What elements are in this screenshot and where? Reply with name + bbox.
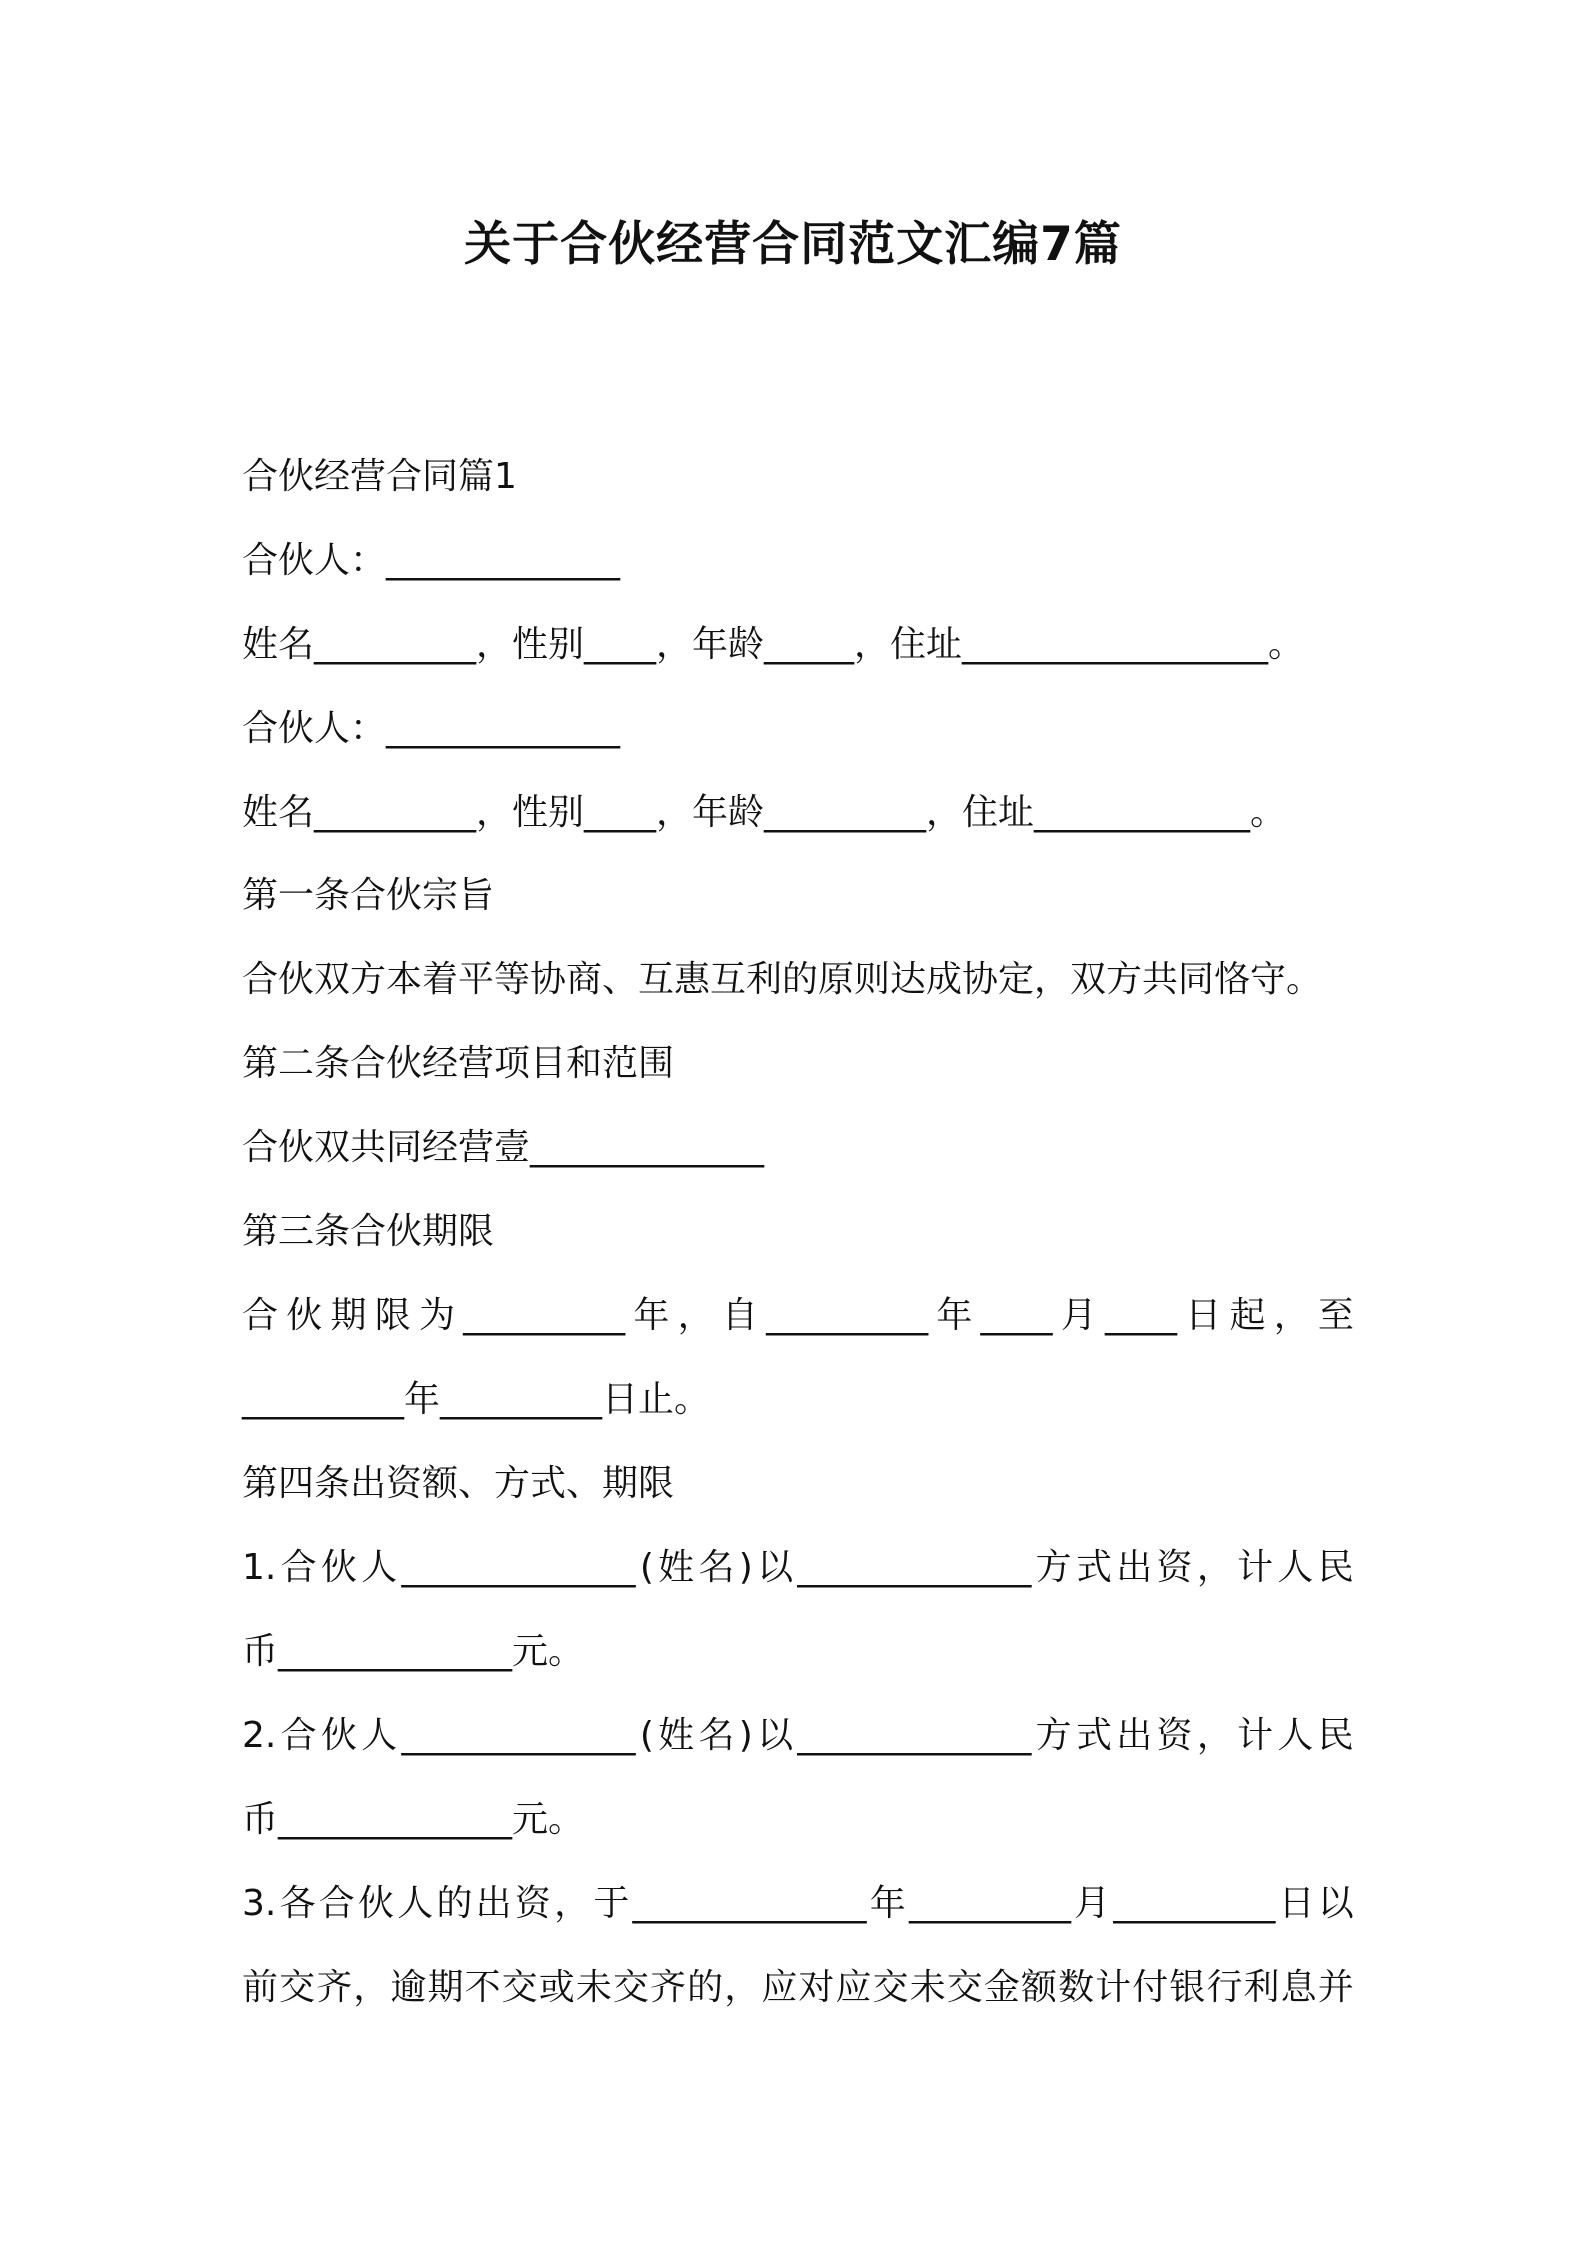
partner-a-details: 姓名_________，性别____，年龄_____，住址_________________。 bbox=[242, 624, 1305, 665]
text-run: 姓 bbox=[658, 1547, 695, 1588]
text-run: 的 bbox=[436, 1883, 473, 1924]
text-run: 出 bbox=[475, 1883, 512, 1924]
text-run: 至 bbox=[1317, 1295, 1354, 1336]
text-run: 伙 bbox=[286, 1295, 323, 1336]
text-run: 应 bbox=[835, 1967, 872, 2008]
text-run: ____ bbox=[1105, 1295, 1177, 1336]
text-run: 合 bbox=[242, 1295, 279, 1336]
article-1-text: 合伙双方本着平等协商、互惠互利的原则达成协定，双方共同恪守。 bbox=[242, 959, 1323, 1000]
text-run: 利 bbox=[1243, 1967, 1280, 2008]
text-run: 合 bbox=[318, 1883, 355, 1924]
text-run: 于 bbox=[593, 1883, 630, 1924]
text-run: 付 bbox=[1132, 1967, 1169, 2008]
text-run: 日 bbox=[1278, 1883, 1315, 1924]
text-run: 计 bbox=[1237, 1547, 1274, 1588]
text-run: 式 bbox=[1075, 1547, 1112, 1588]
article-4-item-3-line-1 bbox=[242, 1880, 1354, 1928]
text-run: ， bbox=[677, 1295, 714, 1336]
text-run: 行 bbox=[1206, 1967, 1243, 2008]
text-run: 人 bbox=[1277, 1547, 1314, 1588]
text-run: 人 bbox=[361, 1715, 398, 1756]
text-run: 日 bbox=[1185, 1295, 1222, 1336]
text-run: 不 bbox=[464, 1967, 501, 2008]
text-run: ， bbox=[724, 1967, 761, 2008]
text-run: 人 bbox=[361, 1547, 398, 1588]
text-run: 起 bbox=[1229, 1295, 1266, 1336]
text-run: 合 bbox=[280, 1547, 317, 1588]
text-run: ) bbox=[738, 1547, 753, 1588]
text-run: 伙 bbox=[320, 1547, 357, 1588]
text-run: _____________ bbox=[797, 1547, 1032, 1588]
text-run: 交 bbox=[612, 1967, 649, 2008]
text-run: 各 bbox=[279, 1883, 316, 1924]
text-run: 年 bbox=[936, 1295, 973, 1336]
text-run: 交 bbox=[872, 1967, 909, 2008]
text-run: ， bbox=[1196, 1715, 1233, 1756]
text-run: _________ bbox=[1113, 1883, 1276, 1924]
text-run: _____________ bbox=[797, 1715, 1032, 1756]
text-run: 的 bbox=[687, 1967, 724, 2008]
text-run: 息 bbox=[1280, 1967, 1317, 2008]
text-run: 人 bbox=[397, 1883, 434, 1924]
text-run: 以 bbox=[1317, 1883, 1354, 1924]
article-2-heading: 第二条合伙经营项目和范围 bbox=[242, 1043, 675, 1084]
section-heading-part-1: 合伙经营合同篇1 bbox=[242, 456, 517, 497]
partner-a-label: 合伙人：_____________ bbox=[242, 540, 621, 581]
text-run: 为 bbox=[418, 1295, 455, 1336]
text-run: 资 bbox=[1156, 1715, 1193, 1756]
text-run: 以 bbox=[757, 1715, 794, 1756]
text-run: 以 bbox=[757, 1547, 794, 1588]
text-run: 计 bbox=[1095, 1967, 1132, 2008]
text-run: 名 bbox=[698, 1715, 735, 1756]
text-run: 月 bbox=[1060, 1295, 1097, 1336]
article-1-heading: 第一条合伙宗旨 bbox=[242, 875, 495, 916]
text-run: 或 bbox=[538, 1967, 575, 2008]
text-run: 额 bbox=[1020, 1967, 1057, 2008]
text-run: 逾 bbox=[390, 1967, 427, 2008]
text-run: 计 bbox=[1237, 1715, 1274, 1756]
text-run: 期 bbox=[427, 1967, 464, 2008]
text-run: 合 bbox=[280, 1715, 317, 1756]
article-4-item-3-line-2 bbox=[242, 1964, 1354, 2012]
text-run: 年 bbox=[869, 1883, 906, 1924]
text-run: 民 bbox=[1317, 1715, 1354, 1756]
text-run: 自 bbox=[721, 1295, 758, 1336]
text-run: 限 bbox=[374, 1295, 411, 1336]
text-run: 未 bbox=[909, 1967, 946, 2008]
partner-b-details: 姓名_________，性别____，年龄_________，住址____________。 bbox=[242, 792, 1287, 833]
text-run: 人 bbox=[1277, 1715, 1314, 1756]
text-run: 交 bbox=[279, 1967, 316, 2008]
text-run: ) bbox=[738, 1715, 753, 1756]
text-run: 2. bbox=[242, 1715, 277, 1756]
article-3-text-line-2: _________年_________日止。 bbox=[242, 1379, 711, 1420]
text-run: ， bbox=[1196, 1547, 1233, 1588]
text-run: 资 bbox=[1156, 1547, 1193, 1588]
text-run: ( bbox=[639, 1547, 654, 1588]
text-run: 金 bbox=[983, 1967, 1020, 2008]
text-run: 3. bbox=[242, 1883, 277, 1924]
text-run: 年 bbox=[633, 1295, 670, 1336]
article-2-text: 合伙双共同经营壹_____________ bbox=[242, 1127, 765, 1168]
text-run: _____________ bbox=[401, 1547, 636, 1588]
document-title: 关于合伙经营合同范文汇编7篇 bbox=[464, 217, 1122, 272]
text-run: 名 bbox=[698, 1547, 735, 1588]
text-run: 民 bbox=[1317, 1547, 1354, 1588]
text-run: 银 bbox=[1169, 1967, 1206, 2008]
text-run: 方 bbox=[1035, 1547, 1072, 1588]
text-run: _____________ bbox=[632, 1883, 867, 1924]
text-run: 资 bbox=[514, 1883, 551, 1924]
text-run: 前 bbox=[242, 1967, 279, 2008]
text-run: 齐 bbox=[650, 1967, 687, 2008]
text-run: 月 bbox=[1074, 1883, 1111, 1924]
text-run: 数 bbox=[1058, 1967, 1095, 2008]
text-run: 式 bbox=[1075, 1715, 1112, 1756]
article-4-item-1-line-2: 币_____________元。 bbox=[242, 1631, 585, 1672]
article-4-item-1-line-1 bbox=[242, 1544, 1354, 1592]
text-run: 出 bbox=[1116, 1715, 1153, 1756]
text-run: 对 bbox=[798, 1967, 835, 2008]
text-run: 姓 bbox=[658, 1715, 695, 1756]
text-run: 应 bbox=[761, 1967, 798, 2008]
text-run: ， bbox=[1273, 1295, 1310, 1336]
text-run: _________ bbox=[766, 1295, 929, 1336]
text-run: ， bbox=[554, 1883, 591, 1924]
text-run: 交 bbox=[501, 1967, 538, 2008]
article-3-heading: 第三条合伙期限 bbox=[242, 1211, 495, 1252]
text-run: _____________ bbox=[401, 1715, 636, 1756]
text-run: 伙 bbox=[358, 1883, 395, 1924]
text-run: 交 bbox=[946, 1967, 983, 2008]
text-run: 未 bbox=[575, 1967, 612, 2008]
text-run: 出 bbox=[1116, 1547, 1153, 1588]
text-run: _________ bbox=[463, 1295, 626, 1336]
partner-b-label: 合伙人：_____________ bbox=[242, 708, 621, 749]
article-4-heading: 第四条出资额、方式、期限 bbox=[242, 1463, 675, 1504]
text-run: 1. bbox=[242, 1547, 277, 1588]
article-3-text-line-1 bbox=[242, 1292, 1354, 1340]
text-run: 伙 bbox=[320, 1715, 357, 1756]
article-4-item-2-line-2: 币_____________元。 bbox=[242, 1799, 585, 1840]
text-run: 期 bbox=[330, 1295, 367, 1336]
text-run: 齐 bbox=[316, 1967, 353, 2008]
text-run: ( bbox=[639, 1715, 654, 1756]
text-run: 方 bbox=[1035, 1715, 1072, 1756]
article-4-item-2-line-1 bbox=[242, 1712, 1354, 1760]
text-run: 并 bbox=[1317, 1967, 1354, 2008]
text-run: ， bbox=[353, 1967, 390, 2008]
text-run: ____ bbox=[980, 1295, 1053, 1336]
text-run: _________ bbox=[908, 1883, 1071, 1924]
